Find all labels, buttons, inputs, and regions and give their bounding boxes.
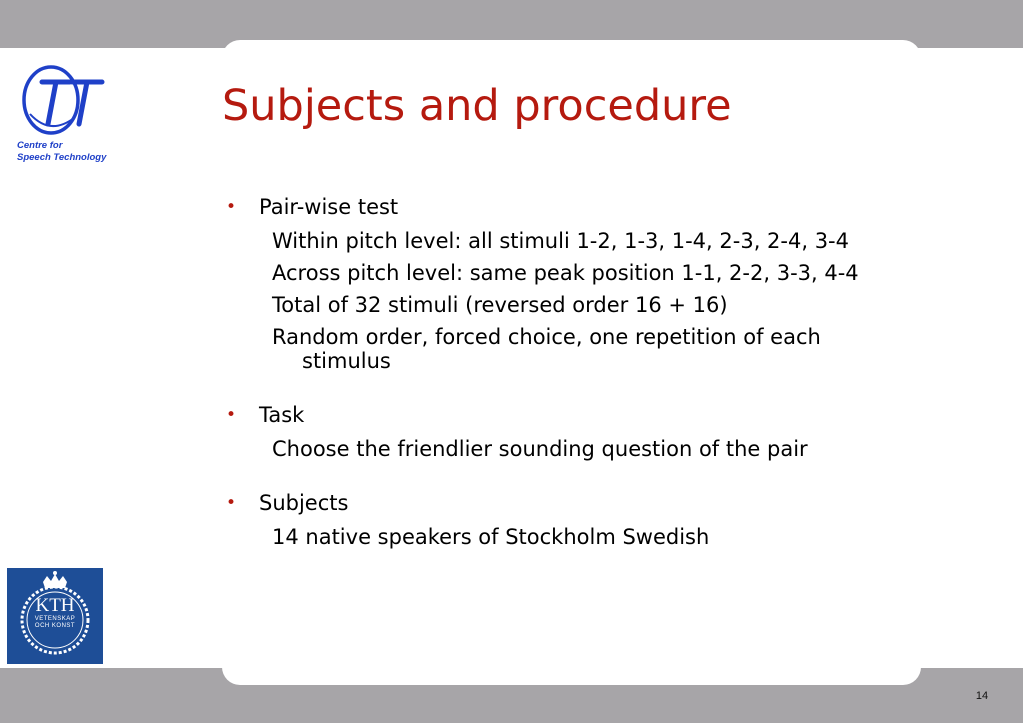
sub-item: Choose the friendlier sounding question of the pair [272,437,808,461]
ctt-line-1: Centre for [17,140,63,151]
kth-sub-text-2: OCH KONST [34,623,76,629]
bullet-label: Task [259,403,305,427]
ctt-logo-text [17,140,132,164]
sub-item: 14 native speakers of Stockholm Swedish [272,525,710,549]
sub-item: Across pitch level: same peak position 1-1, 2-2, 3-3, 4-4 [272,261,859,285]
bullet-item [222,489,912,517]
bullet-item [222,401,912,429]
sub-item: Within pitch level: all stimuli 1-2, 1-3, 1-4, 2-3, 2-4, 3-4 [272,229,849,253]
bullet-dot-icon: • [226,197,237,217]
bullet-label: Pair-wise test [259,195,399,219]
bullet-dot-icon: • [226,405,237,425]
slide-title: Subjects and procedure [222,81,732,131]
sub-item: Total of 32 stimuli (reversed order 16 + 16) [272,293,728,317]
bullet-item [222,193,912,221]
kth-sub-text-1: VETENSKAP [34,616,76,622]
page-number: 14 [975,690,989,702]
bullet-label: Subjects [259,491,349,515]
slide-content [222,193,912,549]
bullet-dot-icon: • [226,493,237,513]
sub-item: Random order, forced choice, one repetition of each stimulus [272,325,821,373]
kth-main-text: KTH [35,595,75,616]
kth-logo [7,568,103,664]
ctt-line-2: Speech Technology [17,152,107,163]
